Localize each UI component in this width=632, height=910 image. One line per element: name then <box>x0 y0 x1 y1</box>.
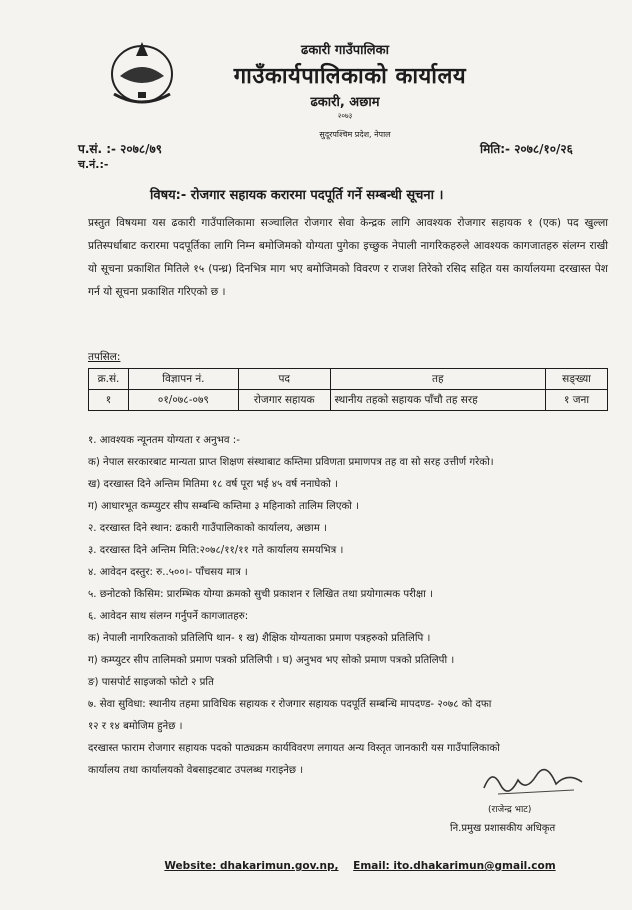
office-title: गाउँकार्यपालिकाको कार्यालय <box>233 64 467 89</box>
office-location: ढकारी, अछाम <box>310 95 380 110</box>
table-header: तह <box>330 369 545 390</box>
nepal-emblem-icon <box>108 36 176 106</box>
list-item: ख) दरखास्त दिने अन्तिम मितिमा १८ वर्ष पूरा भई ४५ वर्ष ननाघेको । <box>88 479 338 490</box>
list-item: कार्यालय तथा कार्यालयको वेबसाइटबाट उपलब्ध गराइनेछ । <box>88 765 304 776</box>
list-item: ६. आवेदन साथ संलग्न गर्नुपर्ने कागजातहरु: <box>88 611 249 622</box>
notice-date: मिति:- २०७८/१०/२६ <box>480 142 573 156</box>
list-item: ङ) पासपोर्ट साइजको फोटो २ प्रति <box>88 677 214 688</box>
table-cell: स्थानीय तहको सहायक पाँचौ तह सरह <box>330 390 545 411</box>
list-item: ग) कम्प्युटर सीप तालिमको प्रमाण पत्रको प्रतिलिपी । घ) अनुभव भए सोको प्रमाण पत्रको प्रतिलिपी । <box>88 655 455 666</box>
table-header: विज्ञापन नं. <box>128 369 238 390</box>
list-item: १. आवश्यक न्यूनतम योग्यता र अनुभव :- <box>88 435 240 446</box>
contact-footer <box>150 860 570 872</box>
list-item: क) नेपाल सरकारबाट मान्यता प्राप्त शिक्षण संस्थाबाट कम्तिमा प्रविणता प्रमाणपत्र तह वा सो सरह उत्तीर्ण गरेको। <box>88 457 494 468</box>
table-cell: रोजगार सहायक <box>238 390 330 411</box>
table-cell: १ <box>89 390 129 411</box>
list-item: ७. सेवा सुविधा: स्थानीय तहमा प्राविधिक सहायक र रोजगार सहायक पदपूर्ति सम्बन्धि मापदण्ड- २०७८ को दफा <box>88 699 492 710</box>
table-cell: १ जना <box>546 390 608 411</box>
list-item: ग) आधारभूत कम्प्युटर सीप सम्बन्धि कम्तिमा ३ महिनाको तालिम लिएको । <box>88 501 360 512</box>
province-line: सुदूरपश्चिम प्रदेश, नेपाल <box>319 130 391 139</box>
notice-subject: विषय:- रोजगार सहायक करारमा पदपूर्ति गर्ने सम्बन्धी सूचना । <box>150 188 444 203</box>
signatory-name: (राजेन्द्र भाट) <box>488 805 532 815</box>
vacancy-table <box>88 368 608 411</box>
website-link[interactable]: Website: dhakarimun.gov.np, <box>164 860 339 872</box>
list-item: २. दरखास्त दिने स्थान: ढकारी गाउँपालिकाको कार्यालय, अछाम । <box>88 523 327 534</box>
table-header: क्र.सं. <box>89 369 129 390</box>
signature-image <box>478 762 588 802</box>
table-header: पद <box>238 369 330 390</box>
details-label: तपसिल: <box>88 351 121 363</box>
list-item: १२ र १४ बमोजिम हुनेछ । <box>88 721 183 732</box>
office-name: ढकारी गाउँपालिका <box>301 43 389 58</box>
signatory-title: नि.प्रमुख प्रशासकीय अधिकृत <box>450 823 556 834</box>
table-header-row <box>89 369 608 390</box>
list-item: ३. दरखास्त दिने अन्तिम मिति:२०७८/११/११ गते कार्यालय समयभित्र । <box>88 545 344 556</box>
list-item: ५. छनोटको किसिम: प्रारम्भिक योग्या क्रमको सुची प्रकाशन र लिखित तथा प्रयोगात्मक परीक्षा । <box>88 589 433 600</box>
email-link[interactable]: Email: ito.dhakarimun@gmail.com <box>353 860 556 872</box>
dispatch-number: च.नं.:- <box>78 158 109 171</box>
list-item: क) नेपाली नागरिकताको प्रतिलिपि थान- १ ख) शैक्षिक योग्यताका प्रमाण पत्रहरुको प्रतिलिपि । <box>88 633 431 644</box>
table-cell: ०१/०७८-०७९ <box>128 390 238 411</box>
table-row <box>89 390 608 411</box>
list-item: ४. आवेदन दस्तुर: रु..५००।- पाँचसय मात्र । <box>88 567 248 578</box>
table-header: सङ्ख्या <box>546 369 608 390</box>
list-item: दरखास्त फाराम रोजगार सहायक पदको पाठ्यक्रम कार्यविवरण लगायत अन्य विस्तृत जानकारी यस गाउँपालिकाको <box>88 743 500 754</box>
reference-number: प.सं. :- २०७८/७९ <box>78 142 163 156</box>
notice-paragraph: प्रस्तुत विषयमा यस ढकारी गाउँपालिकामा सञ्चालित रोजगार सेवा केन्द्रक लागि आवश्यक रोजगार सहायक १ (एक) पद खुल्ला प्रतिस्पर्धाबाट करारमा पदपूर्तिका लागि निम्न बमोजिमको योग्यता पुगेका इच्छुक नेपाली नागरिकहरुले आवश्यक कागजातहरु संलग्न राखी यो सूचना प्रकाशित मितिले १५ (पन्ध्र) दिनभित्र माग भए बमोजिमको विवरण र राजश तिरेको रसिद सहित यस कार्यालयमा दरखास्त पेश गर्न यो सूचना प्रकाशित गरिएको छ । <box>88 217 608 298</box>
established-year: २०७३ <box>337 112 353 120</box>
